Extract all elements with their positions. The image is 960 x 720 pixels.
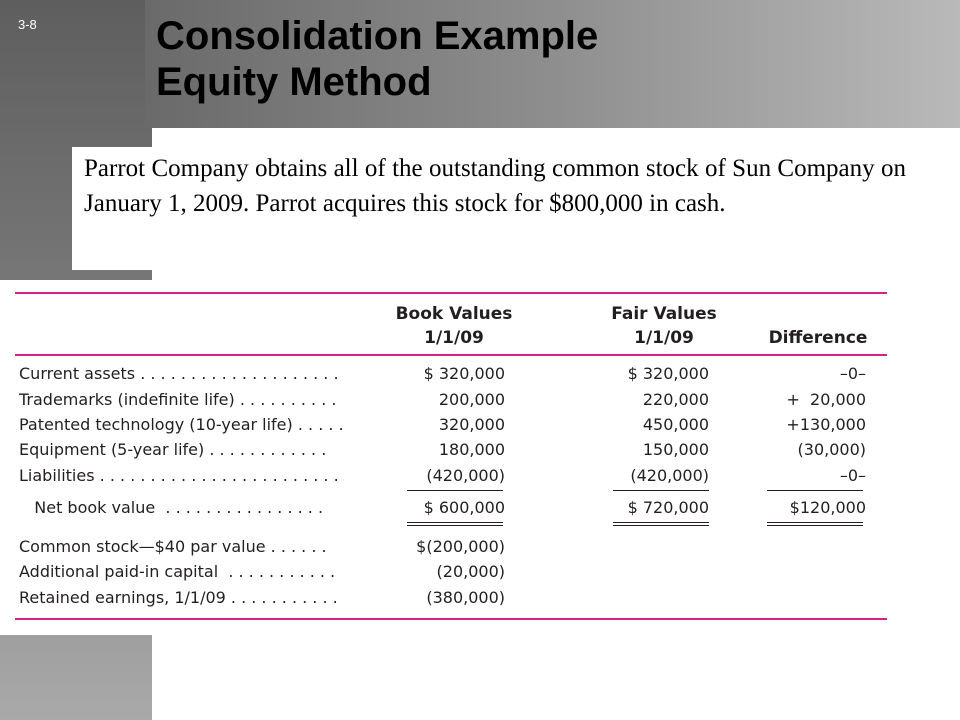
table-bottom-rule (15, 618, 887, 620)
row-label-retained-earnings: Retained earnings, 1/1/09 . . . . . . . . . . . (19, 588, 338, 607)
slide-title-line-1: Consolidation Example (156, 14, 599, 58)
row-label-liabilities: Liabilities . . . . . . . . . . . . . . . . . . . . . . . . (19, 466, 339, 485)
total-double-rule-fair-2 (613, 525, 709, 526)
header-book-values-line-1: Book Values (395, 304, 513, 324)
cell-fair-patented-technology: 450,000 (642, 415, 709, 434)
total-double-rule-fair-1 (613, 522, 709, 523)
cell-book-equipment: 180,000 (438, 440, 505, 459)
header-book-values (389, 302, 519, 350)
cell-diff-net-book-value: $120,000 (789, 498, 866, 517)
slide-title (156, 13, 598, 105)
row-label-trademarks: Trademarks (indefinite life) . . . . . . . . . . (19, 390, 337, 409)
cell-diff-liabilities: –0– (839, 466, 866, 485)
cell-fair-liabilities: (420,000) (630, 466, 709, 485)
total-double-rule-diff-2 (767, 525, 863, 526)
cell-diff-trademarks: + 20,000 (786, 390, 866, 409)
header-difference-label: Difference (768, 328, 868, 348)
slide-number: 3-8 (18, 17, 37, 32)
cell-book-retained-earnings: (380,000) (426, 588, 505, 607)
cell-diff-patented-technology: +130,000 (786, 415, 866, 434)
table-header-rule (15, 354, 887, 356)
slide-title-line-2: Equity Method (156, 60, 432, 104)
header-book-values-line-2: 1/1/09 (424, 328, 484, 348)
header-fair-values-line-1: Fair Values (611, 304, 717, 324)
header-difference (763, 326, 873, 350)
row-label-current-assets: Current assets . . . . . . . . . . . . . . . . . . . . (19, 364, 339, 383)
intro-paragraph: Parrot Company obtains all of the outstanding common stock of Sun Company on January 1, 2009. Parrot acquires this stock for $800,000 in cash. (84, 155, 906, 217)
cell-book-current-assets: $ 320,000 (423, 364, 505, 383)
total-double-rule-book-1 (407, 522, 503, 523)
row-label-equipment: Equipment (5-year life) . . . . . . . . . . . . (19, 440, 327, 459)
cell-diff-current-assets: –0– (839, 364, 866, 383)
cell-book-liabilities: (420,000) (426, 466, 505, 485)
cell-book-common-stock: $(200,000) (416, 537, 505, 556)
header-fair-values (599, 302, 729, 350)
row-label-net-book-value: Net book value . . . . . . . . . . . . . . . . (19, 498, 324, 517)
cell-diff-equipment: (30,000) (797, 440, 866, 459)
cell-fair-net-book-value: $ 720,000 (627, 498, 709, 517)
valuation-table (15, 290, 887, 622)
row-label-common-stock: Common stock—$40 par value . . . . . . (19, 537, 327, 556)
total-double-rule-diff-1 (767, 522, 863, 523)
cell-fair-trademarks: 220,000 (642, 390, 709, 409)
row-label-additional-paid-in-capital: Additional paid-in capital . . . . . . . . . . . (19, 562, 336, 581)
row-label-patented-technology: Patented technology (10-year life) . . . . . (19, 415, 344, 434)
cell-book-trademarks: 200,000 (438, 390, 505, 409)
total-double-rule-book-2 (407, 525, 503, 526)
table-top-rule (15, 292, 887, 294)
subtotal-rule-book (407, 490, 503, 491)
cell-book-additional-paid-in-capital: (20,000) (436, 562, 505, 581)
cell-fair-current-assets: $ 320,000 (627, 364, 709, 383)
subtotal-rule-fair (613, 490, 709, 491)
header-fair-values-line-2: 1/1/09 (634, 328, 694, 348)
subtotal-rule-diff (767, 490, 863, 491)
cell-fair-equipment: 150,000 (642, 440, 709, 459)
cell-book-net-book-value: $ 600,000 (423, 498, 505, 517)
cell-book-patented-technology: 320,000 (438, 415, 505, 434)
